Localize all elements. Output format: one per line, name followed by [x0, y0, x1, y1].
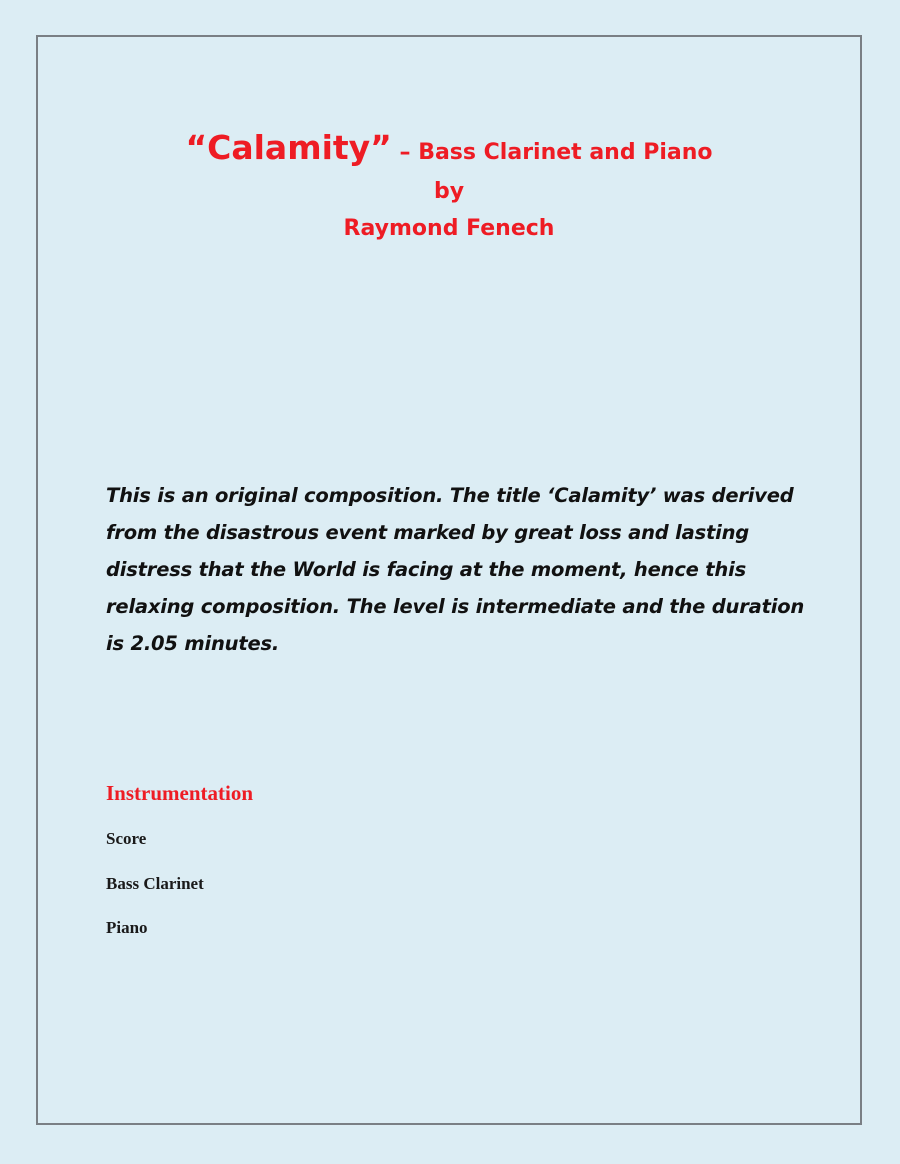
instrument-item-piano: Piano: [106, 918, 148, 937]
title-line: [38, 129, 860, 173]
instrumentation-heading: Instrumentation: [106, 781, 254, 805]
page-frame: [36, 35, 862, 1125]
instrument-item-bass-clarinet: Bass Clarinet: [106, 873, 204, 893]
composer-name: Raymond Fenech: [343, 216, 555, 241]
instrumentation-list: [106, 828, 204, 962]
instrumentation-subtitle: – Bass Clarinet and Piano: [391, 140, 713, 165]
description-paragraph: This is an original composition. The title ‘Calamity’ was derived from the disastrous event marked by great loss and lasting distress that the World is facing at the moment, hence this relaxing composition. The level is intermediate and the duration is 2.05 minutes.: [106, 484, 805, 655]
by-label: by: [433, 179, 465, 204]
piece-title: “Calamity”: [185, 128, 392, 167]
instrument-item-score: Score: [106, 829, 147, 848]
title-block: [38, 129, 860, 247]
